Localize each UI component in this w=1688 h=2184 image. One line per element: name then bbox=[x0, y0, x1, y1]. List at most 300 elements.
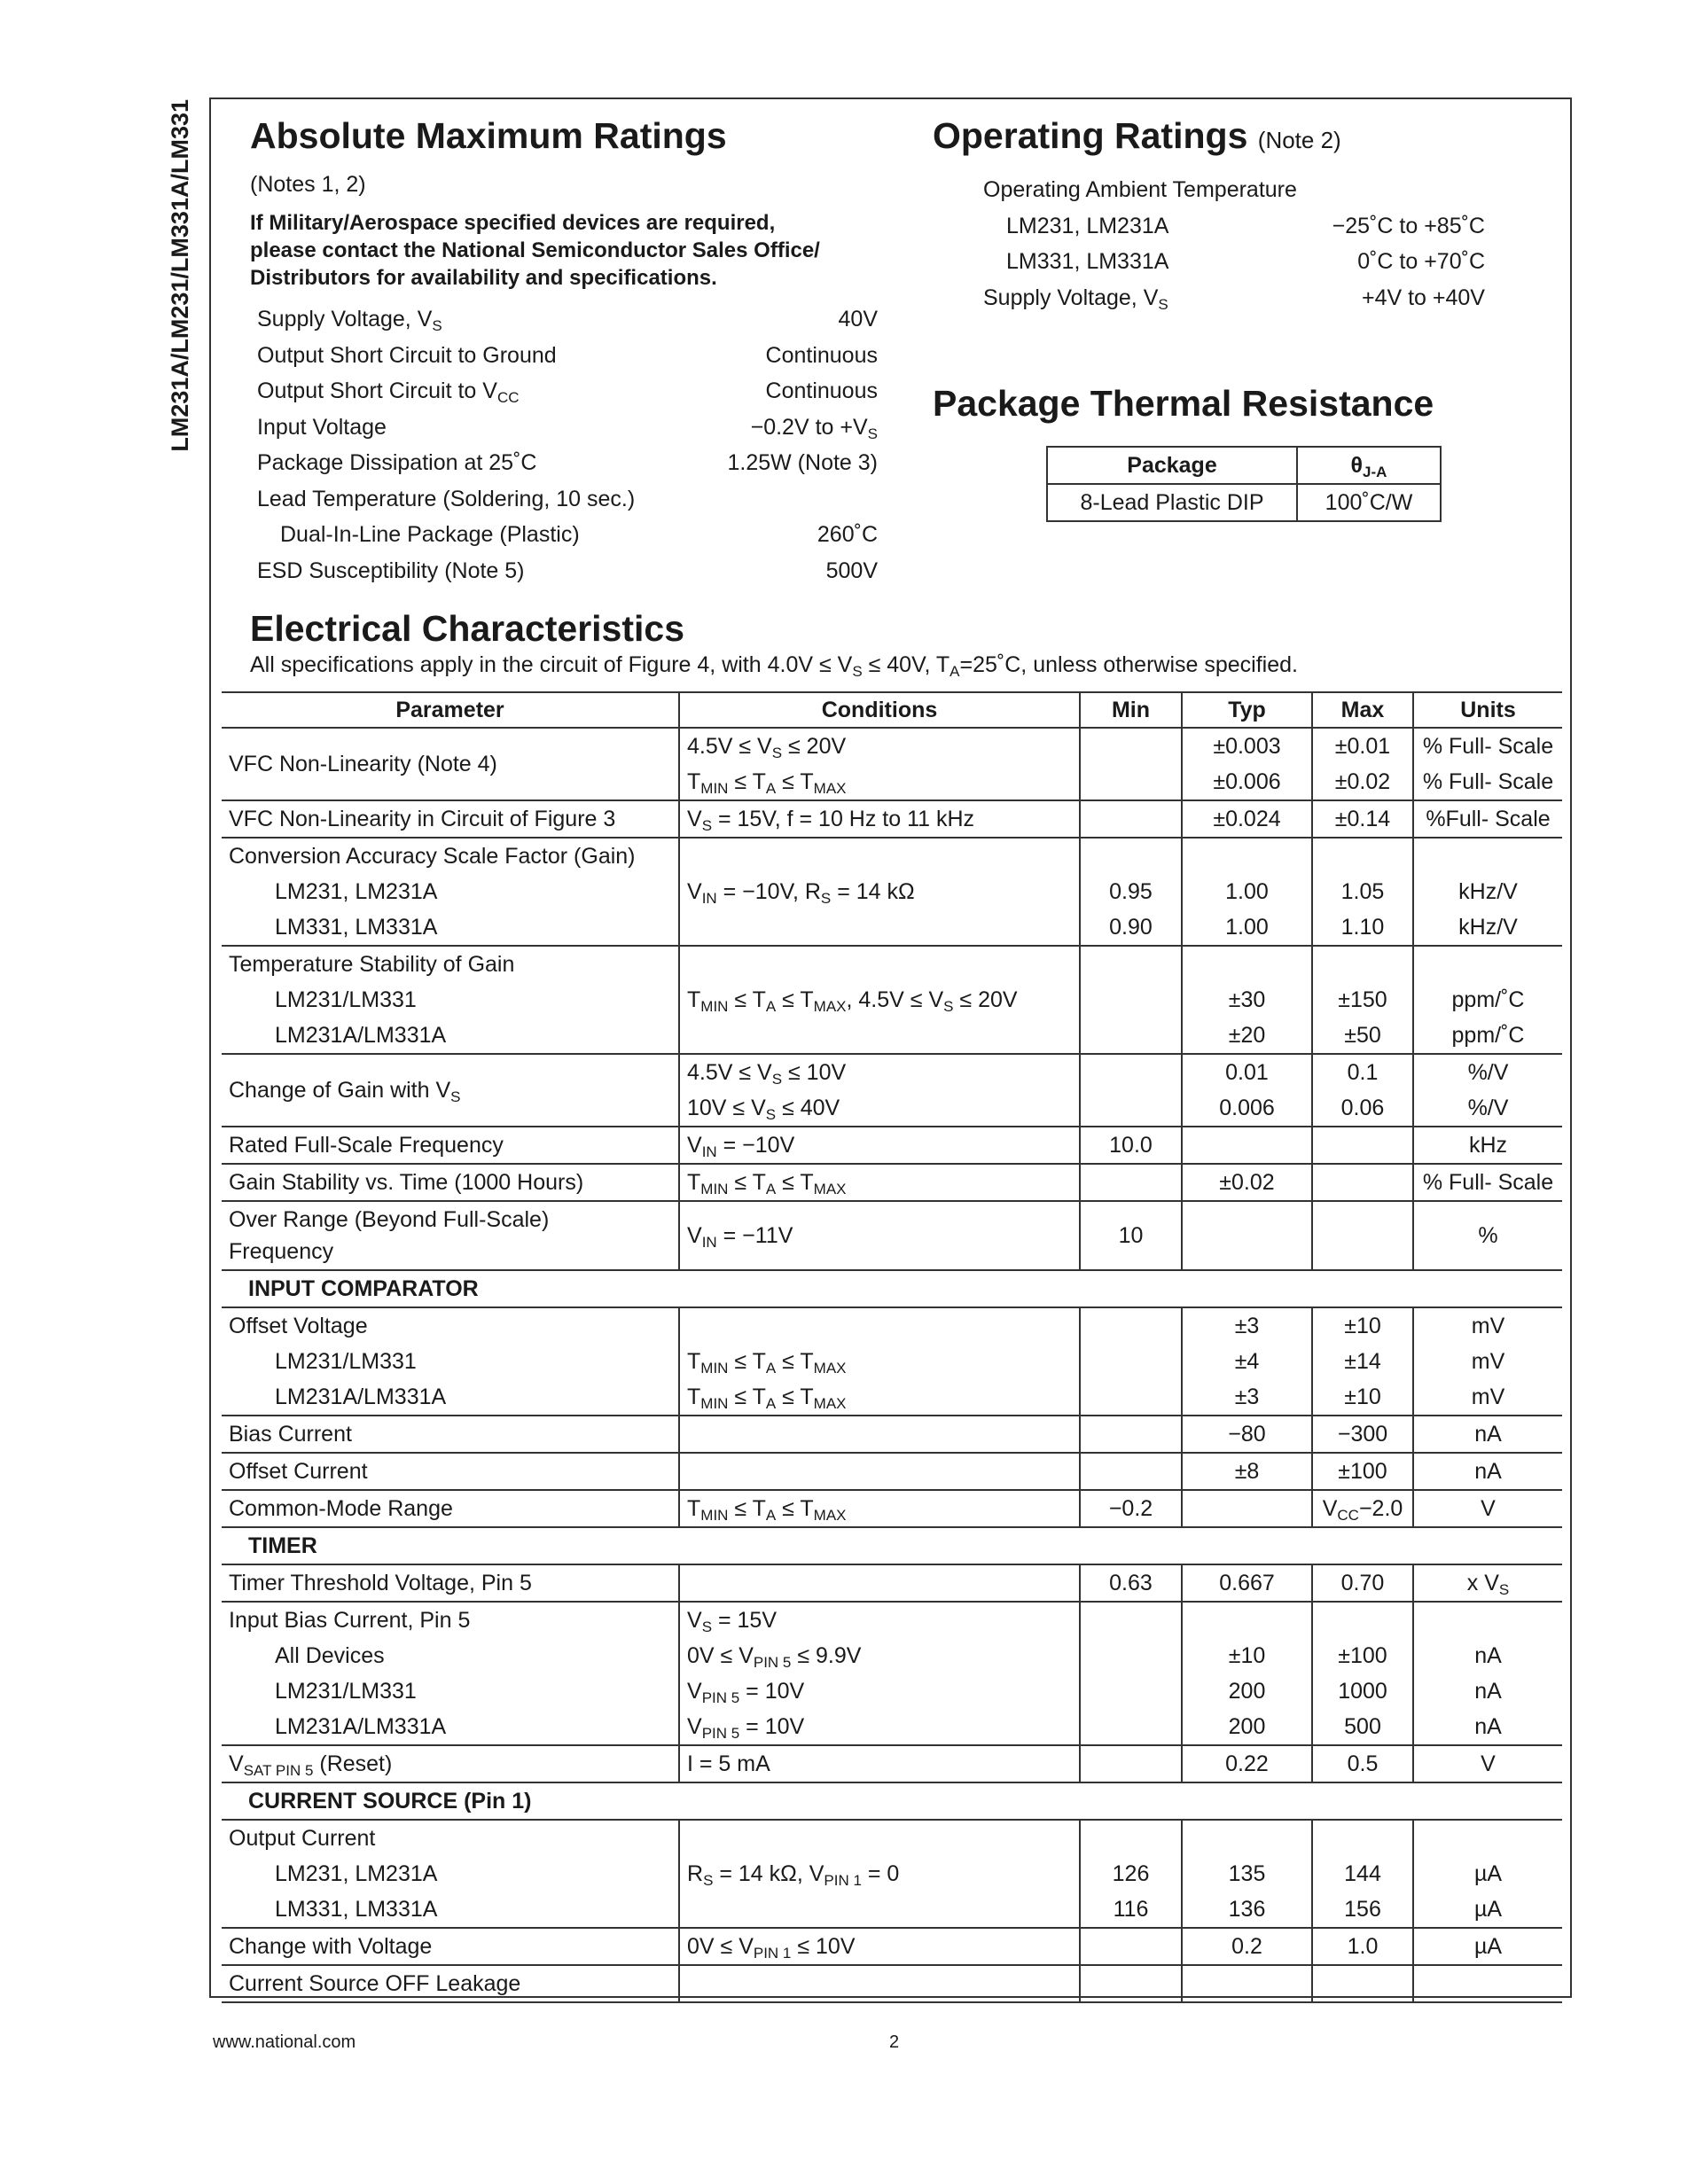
max-cell: 1.0 bbox=[1312, 1928, 1413, 1965]
min-cell: −0.2 bbox=[1080, 1490, 1182, 1527]
min-cell bbox=[1080, 1965, 1182, 2002]
cond-cell bbox=[679, 1416, 1080, 1453]
abs-max-label-text: Dual-In-Line Package (Plastic) bbox=[280, 522, 580, 547]
table-row bbox=[222, 1453, 1562, 1490]
units-cell: %/V bbox=[1413, 1054, 1562, 1090]
op-ratings-label-text: LM231, LM231A bbox=[1006, 213, 1169, 238]
units-cell bbox=[1413, 1602, 1562, 1638]
abs-max-value-text: −0.2V to +V bbox=[750, 414, 868, 440]
ec-subtitle: All specifications apply in the circuit of Figure 4, with $4.0V \le V_S \le 40V$, $T_A=25˚C$, unless otherwise specified. bbox=[250, 652, 1298, 681]
max-cell: ±10 bbox=[1312, 1379, 1413, 1416]
abs-max-row bbox=[257, 487, 878, 515]
thermal-title: Package Thermal Resistance bbox=[933, 383, 1434, 424]
thermal-value: 100˚C/W bbox=[1297, 484, 1441, 521]
units-cell: mV bbox=[1413, 1344, 1562, 1379]
max-cell: 144 bbox=[1312, 1856, 1413, 1892]
table-row bbox=[222, 1928, 1562, 1965]
abs-max-label-text: ESD Susceptibility (Note 5) bbox=[257, 558, 525, 583]
cond-cell bbox=[679, 1018, 1080, 1054]
max-cell: ±100 bbox=[1312, 1638, 1413, 1673]
abs-max-value-text: Continuous bbox=[765, 378, 878, 403]
min-cell bbox=[1080, 1344, 1182, 1379]
min-cell bbox=[1080, 1090, 1182, 1127]
units-cell: mV bbox=[1413, 1379, 1562, 1416]
units-cell: µA bbox=[1413, 1892, 1562, 1928]
ec-header: Parameter bbox=[222, 692, 679, 728]
abs-max-value-text: Continuous bbox=[765, 342, 878, 368]
units-cell: %/V bbox=[1413, 1090, 1562, 1127]
table-row bbox=[222, 728, 1562, 764]
cond-cell: $T_{MIN} \le T_A \le T_{MAX}$ bbox=[679, 1490, 1080, 1527]
abs-max-row bbox=[257, 415, 878, 443]
units-cell bbox=[1413, 1820, 1562, 1856]
table-row bbox=[222, 1127, 1562, 1164]
min-cell bbox=[1080, 1379, 1182, 1416]
min-cell bbox=[1080, 982, 1182, 1018]
abs-max-value bbox=[766, 378, 878, 404]
abs-max-row bbox=[257, 307, 878, 335]
max-cell: $V_{CC}-2.0$ bbox=[1312, 1490, 1413, 1527]
table-row bbox=[222, 1564, 1562, 1602]
param-cell: LM231/LM331 bbox=[275, 987, 417, 1012]
typ-cell: ±0.003 bbox=[1182, 728, 1312, 764]
cond-cell bbox=[679, 1453, 1080, 1490]
op-ratings-title-text: Operating Ratings bbox=[933, 115, 1248, 156]
max-cell: 156 bbox=[1312, 1892, 1413, 1928]
max-cell bbox=[1312, 1164, 1413, 1201]
thermal-table bbox=[1046, 446, 1442, 522]
max-cell bbox=[1312, 1602, 1413, 1638]
min-cell bbox=[1080, 800, 1182, 838]
max-cell: 500 bbox=[1312, 1709, 1413, 1745]
max-cell bbox=[1312, 1820, 1413, 1856]
op-ratings-label bbox=[1006, 249, 1168, 275]
table-row bbox=[222, 1673, 1562, 1709]
op-ratings-value: 0˚C to +70˚C bbox=[1357, 249, 1485, 274]
typ-cell: 1.00 bbox=[1182, 874, 1312, 909]
units-cell: kHz/V bbox=[1413, 909, 1562, 946]
param-cell: Rated Full-Scale Frequency bbox=[222, 1127, 679, 1164]
abs-max-value bbox=[751, 415, 878, 441]
table-row bbox=[222, 838, 1562, 874]
abs-max-value-text: 260˚C bbox=[817, 522, 878, 547]
op-ratings-row bbox=[983, 249, 1485, 277]
abs-max-value bbox=[839, 307, 878, 332]
param-cell: LM231A/LM331A bbox=[222, 1709, 679, 1745]
side-title: LM231A/LM231/LM331A/LM331 bbox=[167, 99, 193, 452]
param-cell: Over Range (Beyond Full-Scale) Frequency bbox=[222, 1201, 679, 1270]
max-cell bbox=[1312, 946, 1413, 982]
min-cell bbox=[1080, 946, 1182, 982]
military-notice bbox=[250, 209, 820, 292]
param-cell: Current Source OFF Leakage bbox=[222, 1965, 679, 2002]
cond-cell: $T_{MIN} \le T_A \le T_{MAX}$ bbox=[679, 1379, 1080, 1416]
table-row bbox=[222, 1344, 1562, 1379]
min-cell: 126 bbox=[1080, 1856, 1182, 1892]
min-cell: 0.63 bbox=[1080, 1564, 1182, 1602]
min-cell bbox=[1080, 1820, 1182, 1856]
abs-max-value-text: 40V bbox=[838, 307, 878, 332]
ec-header-row bbox=[222, 692, 1562, 728]
abs-max-value bbox=[766, 343, 878, 369]
units-cell: %Full- Scale bbox=[1413, 800, 1562, 838]
typ-cell: 0.01 bbox=[1182, 1054, 1312, 1090]
units-cell: ppm/˚C bbox=[1413, 1018, 1562, 1054]
table-row bbox=[222, 1379, 1562, 1416]
ec-header: Min bbox=[1080, 692, 1182, 728]
table-row bbox=[222, 1307, 1562, 1344]
min-cell bbox=[1080, 1709, 1182, 1745]
max-cell: 1.05 bbox=[1312, 874, 1413, 909]
ec-table bbox=[222, 691, 1562, 2003]
abs-max-notes: (Notes 1, 2) bbox=[250, 172, 366, 197]
cond-cell: $4.5V \le V_S \le 10V$ bbox=[679, 1054, 1080, 1090]
typ-cell: 0.2 bbox=[1182, 1928, 1312, 1965]
thermal-col-theta bbox=[1297, 447, 1441, 484]
abs-max-label bbox=[257, 487, 635, 512]
typ-cell: 0.22 bbox=[1182, 1745, 1312, 1782]
abs-max-label bbox=[257, 450, 536, 476]
abs-max-row bbox=[257, 522, 878, 550]
min-cell bbox=[1080, 1928, 1182, 1965]
units-cell: % bbox=[1413, 1201, 1562, 1270]
min-cell bbox=[1080, 1164, 1182, 1201]
table-row bbox=[222, 1638, 1562, 1673]
cond-cell: $4.5V \le V_S \le 20V$ bbox=[679, 728, 1080, 764]
abs-max-label bbox=[257, 415, 387, 441]
cond-cell bbox=[679, 946, 1080, 982]
units-cell: mV bbox=[1413, 1307, 1562, 1344]
op-ratings-label bbox=[1006, 214, 1168, 239]
max-cell: 0.5 bbox=[1312, 1745, 1413, 1782]
table-row bbox=[222, 982, 1562, 1018]
min-cell bbox=[1080, 1602, 1182, 1638]
table-row bbox=[222, 909, 1562, 946]
table-row bbox=[222, 1270, 1562, 1307]
units-cell: V bbox=[1413, 1745, 1562, 1782]
typ-cell: 135 bbox=[1182, 1856, 1312, 1892]
cond-cell: $V_{IN} = -11V$ bbox=[679, 1201, 1080, 1270]
abs-max-label bbox=[257, 343, 557, 369]
cond-cell bbox=[679, 1965, 1080, 2002]
typ-cell: 0.006 bbox=[1182, 1090, 1312, 1127]
cond-cell: $T_{MIN} \le T_A \le T_{MAX}$ bbox=[679, 1164, 1080, 1201]
min-cell bbox=[1080, 1054, 1182, 1090]
typ-cell: ±3 bbox=[1182, 1379, 1312, 1416]
units-cell: kHz bbox=[1413, 1127, 1562, 1164]
cond-cell: $T_{MIN} \le T_A \le T_{MAX}$ bbox=[679, 1344, 1080, 1379]
op-ratings-label-text: Operating Ambient Temperature bbox=[983, 177, 1297, 202]
units-cell: % Full- Scale bbox=[1413, 1164, 1562, 1201]
max-cell: 1000 bbox=[1312, 1673, 1413, 1709]
op-ratings-label-subscript: S bbox=[1158, 295, 1168, 313]
max-cell: ±14 bbox=[1312, 1344, 1413, 1379]
op-ratings-title bbox=[933, 115, 1341, 157]
cond-cell bbox=[679, 1564, 1080, 1602]
max-cell: ±0.14 bbox=[1312, 800, 1413, 838]
typ-cell bbox=[1182, 1965, 1312, 2002]
abs-max-label-text: Supply Voltage, V bbox=[257, 307, 433, 332]
ec-header: Typ bbox=[1182, 692, 1312, 728]
table-row bbox=[222, 1054, 1562, 1090]
units-cell: µA bbox=[1413, 1856, 1562, 1892]
typ-cell: ±3 bbox=[1182, 1307, 1312, 1344]
abs-max-row bbox=[257, 378, 878, 407]
typ-cell bbox=[1182, 838, 1312, 874]
param-cell: Output Current bbox=[229, 1825, 376, 1851]
units-cell: % Full- Scale bbox=[1413, 728, 1562, 764]
typ-cell: −80 bbox=[1182, 1416, 1312, 1453]
param-cell: Offset Voltage bbox=[229, 1313, 368, 1338]
typ-cell: 200 bbox=[1182, 1673, 1312, 1709]
table-row bbox=[222, 874, 1562, 909]
abs-max-label-text: Package Dissipation at 25˚C bbox=[257, 450, 537, 475]
op-ratings-note: (Note 2) bbox=[1257, 127, 1341, 153]
param-cell: LM231, LM231A bbox=[275, 878, 438, 904]
max-cell: ±10 bbox=[1312, 1307, 1413, 1344]
cond-cell: $V_{PIN 5} = 10V$ bbox=[679, 1709, 1080, 1745]
param-cell: $V_{SAT PIN 5}$ (Reset) bbox=[222, 1745, 679, 1782]
param-cell: Gain Stability vs. Time (1000 Hours) bbox=[222, 1164, 679, 1201]
cond-cell: I = 5 mA bbox=[679, 1745, 1080, 1782]
min-cell bbox=[1080, 1018, 1182, 1054]
abs-max-title: Absolute Maximum Ratings bbox=[250, 115, 727, 156]
typ-cell: 136 bbox=[1182, 1892, 1312, 1928]
units-cell: nA bbox=[1413, 1416, 1562, 1453]
cond-cell: $V_{PIN 5} = 10V$ bbox=[679, 1673, 1080, 1709]
param-cell: Offset Current bbox=[222, 1453, 679, 1490]
units-cell: µA bbox=[1413, 1928, 1562, 1965]
typ-cell bbox=[1182, 1820, 1312, 1856]
param-cell: Conversion Accuracy Scale Factor (Gain) bbox=[229, 843, 636, 869]
military-notice-line: Distributors for availability and specifications. bbox=[250, 266, 717, 290]
param-cell: LM331, LM331A bbox=[222, 1892, 679, 1928]
abs-max-label-subscript: CC bbox=[496, 389, 520, 407]
max-cell bbox=[1312, 1127, 1413, 1164]
abs-max-label-text: Lead Temperature (Soldering, 10 sec.) bbox=[257, 486, 636, 511]
min-cell: 0.95 bbox=[1080, 874, 1182, 909]
max-cell: ±0.02 bbox=[1312, 764, 1413, 800]
abs-max-value-subscript: S bbox=[867, 425, 878, 442]
min-cell: 10 bbox=[1080, 1201, 1182, 1270]
typ-cell bbox=[1182, 1127, 1312, 1164]
table-row bbox=[222, 1527, 1562, 1564]
abs-max-label-subscript: S bbox=[432, 317, 442, 335]
abs-max-label-text: Output Short Circuit to Ground bbox=[257, 342, 557, 368]
typ-cell bbox=[1182, 946, 1312, 982]
param-cell: Change of Gain with $V_S$ bbox=[222, 1054, 679, 1127]
typ-cell bbox=[1182, 1490, 1312, 1527]
abs-max-label bbox=[257, 307, 442, 335]
units-cell: nA bbox=[1413, 1673, 1562, 1709]
typ-cell bbox=[1182, 1602, 1312, 1638]
typ-cell: 200 bbox=[1182, 1709, 1312, 1745]
footer-url: www.national.com bbox=[213, 2032, 356, 2052]
param-cell: LM331, LM331A bbox=[222, 909, 679, 946]
units-cell: nA bbox=[1413, 1709, 1562, 1745]
abs-max-label bbox=[280, 522, 580, 548]
min-cell bbox=[1080, 1453, 1182, 1490]
military-notice-line: please contact the National Semiconductor Sales Office/ bbox=[250, 238, 820, 262]
cond-cell: $V_{IN} = -10V$, $R_S = 14$ kΩ bbox=[679, 874, 1080, 909]
typ-cell: ±20 bbox=[1182, 1018, 1312, 1054]
cond-cell: $R_S = 14$ kΩ, $V_{PIN 1} = 0$ bbox=[679, 1856, 1080, 1892]
typ-cell: 0.667 bbox=[1182, 1564, 1312, 1602]
cond-cell: $V_S = 15V$ bbox=[679, 1602, 1080, 1638]
op-ratings-label bbox=[983, 177, 1297, 203]
cond-cell: $T_{MIN} \le T_A \le T_{MAX}$ bbox=[679, 764, 1080, 800]
max-cell: 0.70 bbox=[1312, 1564, 1413, 1602]
param-cell: Change with Voltage bbox=[222, 1928, 679, 1965]
thermal-col-package: Package bbox=[1047, 447, 1297, 484]
theta-sub: J-A bbox=[1363, 463, 1387, 480]
cond-cell: $V_{IN} = -10V$ bbox=[679, 1127, 1080, 1164]
table-row bbox=[222, 800, 1562, 838]
param-cell: LM231A/LM331A bbox=[222, 1379, 679, 1416]
max-cell: 0.06 bbox=[1312, 1090, 1413, 1127]
abs-max-row bbox=[257, 343, 878, 371]
max-cell bbox=[1312, 1965, 1413, 2002]
table-row bbox=[222, 1164, 1562, 1201]
section-header: TIMER bbox=[222, 1527, 1562, 1564]
abs-max-label-text: Output Short Circuit to V bbox=[257, 378, 497, 403]
table-row bbox=[222, 1416, 1562, 1453]
table-row bbox=[222, 1820, 1562, 1856]
param-cell: VFC Non-Linearity (Note 4) bbox=[222, 728, 679, 800]
min-cell bbox=[1080, 1416, 1182, 1453]
min-cell bbox=[1080, 1673, 1182, 1709]
units-cell: kHz/V bbox=[1413, 874, 1562, 909]
footer-page: 2 bbox=[889, 2032, 900, 2052]
units-cell bbox=[1413, 946, 1562, 982]
min-cell bbox=[1080, 1745, 1182, 1782]
op-ratings-value: −25˚C to +85˚C bbox=[1332, 213, 1485, 238]
op-ratings-label-text: Supply Voltage, V bbox=[983, 285, 1159, 310]
units-cell: ppm/˚C bbox=[1413, 982, 1562, 1018]
max-cell bbox=[1312, 838, 1413, 874]
op-ratings-row bbox=[983, 285, 1485, 314]
cond-cell bbox=[679, 1820, 1080, 1856]
table-row bbox=[222, 1965, 1562, 2002]
param-cell: LM231, LM231A bbox=[275, 1860, 438, 1886]
min-cell bbox=[1080, 728, 1182, 764]
op-ratings-label bbox=[983, 285, 1168, 311]
cond-cell: $T_{MIN} \le T_A \le T_{MAX}$, $4.5V \le V_S \le 20V$ bbox=[679, 982, 1080, 1018]
param-cell: LM231A/LM331A bbox=[222, 1018, 679, 1054]
table-row bbox=[222, 1201, 1562, 1270]
max-cell: 1.10 bbox=[1312, 909, 1413, 946]
cond-cell: $10V \le V_S \le 40V$ bbox=[679, 1090, 1080, 1127]
abs-max-row bbox=[257, 450, 878, 479]
table-row bbox=[222, 1490, 1562, 1527]
military-notice-line: If Military/Aerospace specified devices are required, bbox=[250, 211, 776, 235]
param-cell: Temperature Stability of Gain bbox=[229, 951, 515, 977]
cond-cell bbox=[679, 909, 1080, 946]
abs-max-value-text: 500V bbox=[825, 558, 878, 583]
section-header: INPUT COMPARATOR bbox=[222, 1270, 1562, 1307]
min-cell bbox=[1080, 1307, 1182, 1344]
units-cell: x $V_S$ bbox=[1413, 1564, 1562, 1602]
cond-cell bbox=[679, 1892, 1080, 1928]
cond-cell bbox=[679, 838, 1080, 874]
abs-max-label-text: Input Voltage bbox=[257, 414, 387, 440]
abs-max-value bbox=[727, 450, 878, 476]
typ-cell: ±4 bbox=[1182, 1344, 1312, 1379]
cond-cell: $0V \le V_{PIN 1} \le 10V$ bbox=[679, 1928, 1080, 1965]
ec-header: Conditions bbox=[679, 692, 1080, 728]
units-cell: V bbox=[1413, 1490, 1562, 1527]
table-row bbox=[222, 1745, 1562, 1782]
abs-max-value bbox=[826, 558, 878, 584]
max-cell: ±150 bbox=[1312, 982, 1413, 1018]
max-cell: −300 bbox=[1312, 1416, 1413, 1453]
min-cell: 116 bbox=[1080, 1892, 1182, 1928]
units-cell bbox=[1413, 1965, 1562, 2002]
param-cell: VFC Non-Linearity in Circuit of Figure 3 bbox=[222, 800, 679, 838]
min-cell bbox=[1080, 764, 1182, 800]
cond-cell: $V_S = 15V$, f = 10 Hz to 11 kHz bbox=[679, 800, 1080, 838]
typ-cell: ±0.024 bbox=[1182, 800, 1312, 838]
typ-cell: ±30 bbox=[1182, 982, 1312, 1018]
min-cell bbox=[1080, 838, 1182, 874]
op-ratings-label-text: LM331, LM331A bbox=[1006, 249, 1169, 274]
op-ratings-row bbox=[983, 214, 1485, 242]
abs-max-row bbox=[257, 558, 878, 587]
ec-title: Electrical Characteristics bbox=[250, 608, 684, 649]
typ-cell: ±8 bbox=[1182, 1453, 1312, 1490]
cond-cell bbox=[679, 1307, 1080, 1344]
abs-max-value bbox=[817, 522, 878, 548]
abs-max-value-text: 1.25W (Note 3) bbox=[727, 450, 878, 475]
typ-cell: ±0.006 bbox=[1182, 764, 1312, 800]
typ-cell bbox=[1182, 1201, 1312, 1270]
max-cell: 0.1 bbox=[1312, 1054, 1413, 1090]
table-row bbox=[222, 1892, 1562, 1928]
units-cell: % Full- Scale bbox=[1413, 764, 1562, 800]
units-cell: nA bbox=[1413, 1453, 1562, 1490]
abs-max-label bbox=[257, 378, 520, 407]
thermal-pkg: 8-Lead Plastic DIP bbox=[1047, 484, 1297, 521]
table-row bbox=[222, 1709, 1562, 1745]
table-row bbox=[222, 1018, 1562, 1054]
max-cell: ±100 bbox=[1312, 1453, 1413, 1490]
max-cell bbox=[1312, 1201, 1413, 1270]
units-cell: nA bbox=[1413, 1638, 1562, 1673]
ec-header: Max bbox=[1312, 692, 1413, 728]
max-cell: ±50 bbox=[1312, 1018, 1413, 1054]
table-row bbox=[222, 946, 1562, 982]
theta-symbol: θ bbox=[1350, 452, 1364, 478]
param-cell: LM231/LM331 bbox=[275, 1348, 417, 1374]
min-cell bbox=[1080, 1638, 1182, 1673]
table-row bbox=[222, 1782, 1562, 1820]
typ-cell: 1.00 bbox=[1182, 909, 1312, 946]
typ-cell: ±10 bbox=[1182, 1638, 1312, 1673]
table-row bbox=[222, 1602, 1562, 1638]
op-ratings-value: +4V to +40V bbox=[1361, 285, 1485, 310]
section-header: CURRENT SOURCE (Pin 1) bbox=[222, 1782, 1562, 1820]
abs-max-label bbox=[257, 558, 525, 584]
op-ratings-row bbox=[983, 177, 1485, 206]
typ-cell: ±0.02 bbox=[1182, 1164, 1312, 1201]
param-cell: LM231/LM331 bbox=[275, 1678, 417, 1704]
table-row bbox=[222, 1856, 1562, 1892]
units-cell bbox=[1413, 838, 1562, 874]
min-cell: 0.90 bbox=[1080, 909, 1182, 946]
param-cell: Input Bias Current, Pin 5 bbox=[229, 1607, 471, 1633]
param-cell: All Devices bbox=[275, 1642, 385, 1668]
ec-header: Units bbox=[1413, 692, 1562, 728]
